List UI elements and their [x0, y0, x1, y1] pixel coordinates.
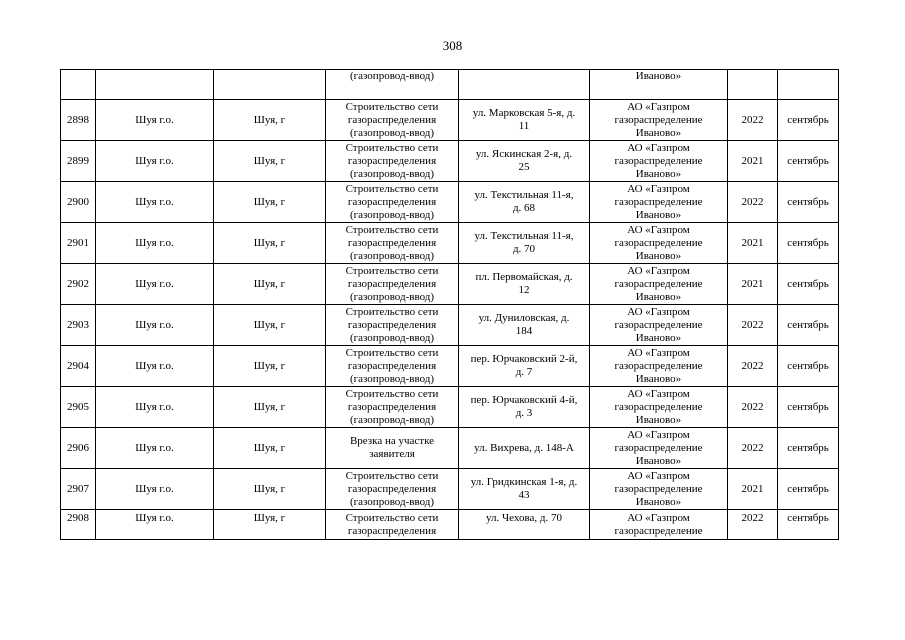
cell-work: Строительство сети газораспределения (газопровод-ввод)	[326, 223, 459, 264]
cell-org: АО «Газпром газораспределение Иваново»	[590, 141, 728, 182]
cell-org: АО «Газпром газораспределение Иваново»	[590, 182, 728, 223]
cell-work: Строительство сети газораспределения (газопровод-ввод)	[326, 305, 459, 346]
cell-month: сентябрь	[778, 469, 839, 510]
cell-district: Шуя г.о.	[96, 387, 214, 428]
cell-address: ул. Яскинская 2-я, д. 25	[459, 141, 590, 182]
table-row-continued	[61, 70, 839, 100]
cell-month: сентябрь	[778, 387, 839, 428]
cell-num	[61, 70, 96, 100]
cell-work: Строительство сети газораспределения (газопровод-ввод)	[326, 469, 459, 510]
cell-district: Шуя г.о.	[96, 141, 214, 182]
cell-org: АО «Газпром газораспределение Иваново»	[590, 469, 728, 510]
cell-year: 2022	[728, 510, 778, 540]
cell-city: Шуя, г	[214, 510, 326, 540]
cell-month	[778, 70, 839, 100]
cell-city: Шуя, г	[214, 469, 326, 510]
cell-num: 2907	[61, 469, 96, 510]
cell-org: АО «Газпром газораспределение Иваново»	[590, 305, 728, 346]
cell-city: Шуя, г	[214, 428, 326, 469]
cell-month: сентябрь	[778, 428, 839, 469]
cell-district: Шуя г.о.	[96, 428, 214, 469]
cell-address: пер. Юрчаковский 2-й, д. 7	[459, 346, 590, 387]
cell-month: сентябрь	[778, 510, 839, 540]
table-row	[61, 264, 839, 305]
cell-work: Строительство сети газораспределения (газопровод-ввод)	[326, 264, 459, 305]
cell-org: АО «Газпром газораспределение	[590, 510, 728, 540]
cell-org: АО «Газпром газораспределение Иваново»	[590, 100, 728, 141]
cell-org: АО «Газпром газораспределение Иваново»	[590, 428, 728, 469]
cell-address: ул. Чехова, д. 70	[459, 510, 590, 540]
cell-work: Строительство сети газораспределения (газопровод-ввод)	[326, 141, 459, 182]
cell-address: пер. Юрчаковский 4-й, д. 3	[459, 387, 590, 428]
cell-district: Шуя г.о.	[96, 305, 214, 346]
cell-num: 2903	[61, 305, 96, 346]
cell-work: Строительство сети газораспределения (газопровод-ввод)	[326, 100, 459, 141]
cell-month: сентябрь	[778, 182, 839, 223]
cell-district: Шуя г.о.	[96, 510, 214, 540]
cell-org: АО «Газпром газораспределение Иваново»	[590, 264, 728, 305]
cell-month: сентябрь	[778, 305, 839, 346]
table-row	[61, 346, 839, 387]
cell-num: 2905	[61, 387, 96, 428]
cell-address: ул. Текстильная 11-я, д. 70	[459, 223, 590, 264]
cell-year: 2021	[728, 141, 778, 182]
cell-work: Строительство сети газораспределения	[326, 510, 459, 540]
cell-org: АО «Газпром газораспределение Иваново»	[590, 223, 728, 264]
cell-work: (газопровод-ввод)	[326, 70, 459, 100]
cell-district: Шуя г.о.	[96, 346, 214, 387]
cell-org: АО «Газпром газораспределение Иваново»	[590, 387, 728, 428]
cell-month: сентябрь	[778, 346, 839, 387]
table-row	[61, 428, 839, 469]
cell-address: ул. Марковская 5-я, д. 11	[459, 100, 590, 141]
cell-num: 2900	[61, 182, 96, 223]
cell-year: 2022	[728, 346, 778, 387]
table-row	[61, 141, 839, 182]
cell-city: Шуя, г	[214, 141, 326, 182]
cell-work: Строительство сети газораспределения (газопровод-ввод)	[326, 387, 459, 428]
table-row	[61, 387, 839, 428]
cell-num: 2902	[61, 264, 96, 305]
cell-city: Шуя, г	[214, 346, 326, 387]
cell-year: 2021	[728, 223, 778, 264]
cell-district: Шуя г.о.	[96, 182, 214, 223]
cell-num: 2901	[61, 223, 96, 264]
cell-month: сентябрь	[778, 141, 839, 182]
cell-month: сентябрь	[778, 100, 839, 141]
cell-city: Шуя, г	[214, 182, 326, 223]
cell-num: 2908	[61, 510, 96, 540]
table-row	[61, 100, 839, 141]
cell-year: 2022	[728, 387, 778, 428]
registry-table	[60, 69, 839, 540]
cell-district: Шуя г.о.	[96, 469, 214, 510]
cell-address: ул. Дуниловская, д. 184	[459, 305, 590, 346]
cell-year: 2022	[728, 100, 778, 141]
cell-year: 2022	[728, 305, 778, 346]
cell-work: Строительство сети газораспределения (газопровод-ввод)	[326, 182, 459, 223]
cell-district	[96, 70, 214, 100]
cell-city	[214, 70, 326, 100]
cell-year: 2021	[728, 469, 778, 510]
cell-work: Врезка на участке заявителя	[326, 428, 459, 469]
cell-address: ул. Текстильная 11-я, д. 68	[459, 182, 590, 223]
cell-address: ул. Гридкинская 1-я, д. 43	[459, 469, 590, 510]
cell-org: АО «Газпром газораспределение Иваново»	[590, 346, 728, 387]
cell-num: 2898	[61, 100, 96, 141]
cell-address	[459, 70, 590, 100]
table-body	[61, 70, 839, 540]
cell-district: Шуя г.о.	[96, 100, 214, 141]
cell-address: ул. Вихрева, д. 148-А	[459, 428, 590, 469]
cell-year: 2021	[728, 264, 778, 305]
cell-district: Шуя г.о.	[96, 264, 214, 305]
table-row	[61, 510, 839, 540]
cell-address: пл. Первомайская, д. 12	[459, 264, 590, 305]
cell-year: 2022	[728, 428, 778, 469]
cell-district: Шуя г.о.	[96, 223, 214, 264]
table-row	[61, 469, 839, 510]
table-row	[61, 305, 839, 346]
cell-num: 2904	[61, 346, 96, 387]
cell-city: Шуя, г	[214, 223, 326, 264]
cell-year	[728, 70, 778, 100]
cell-city: Шуя, г	[214, 264, 326, 305]
cell-city: Шуя, г	[214, 305, 326, 346]
page-number: 308	[442, 38, 463, 53]
cell-num: 2906	[61, 428, 96, 469]
cell-org: Иваново»	[590, 70, 728, 100]
cell-month: сентябрь	[778, 264, 839, 305]
table-row	[61, 182, 839, 223]
cell-work: Строительство сети газораспределения (газопровод-ввод)	[326, 346, 459, 387]
cell-month: сентябрь	[778, 223, 839, 264]
cell-city: Шуя, г	[214, 100, 326, 141]
cell-year: 2022	[728, 182, 778, 223]
cell-city: Шуя, г	[214, 387, 326, 428]
cell-num: 2899	[61, 141, 96, 182]
table-row	[61, 223, 839, 264]
